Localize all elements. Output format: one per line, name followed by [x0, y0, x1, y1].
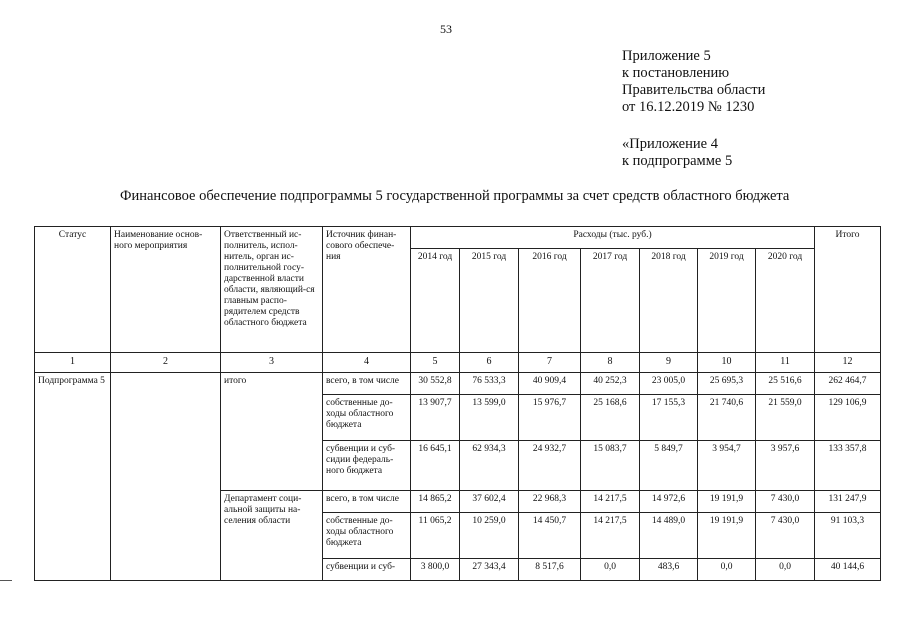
- value-cell: 0,0: [756, 559, 815, 581]
- table-row: [35, 373, 881, 395]
- value-cell: 483,6: [640, 559, 698, 581]
- header-year: 2016 год: [519, 249, 581, 353]
- column-index: 5: [411, 353, 460, 373]
- value-cell: 14 489,0: [640, 513, 698, 559]
- value-cell: 25 516,6: [756, 373, 815, 395]
- value-cell: 21 559,0: [756, 395, 815, 441]
- appendix-reference: [622, 48, 765, 116]
- value-cell: 11 065,2: [411, 513, 460, 559]
- source-cell: всего, в том числе: [323, 373, 411, 395]
- column-index-row: [35, 353, 881, 373]
- header-status: Статус: [35, 227, 111, 353]
- value-cell: 14 865,2: [411, 491, 460, 513]
- value-cell: 25 168,6: [581, 395, 640, 441]
- source-cell: субвенции и суб-сидии федераль-ного бюджета: [323, 441, 411, 491]
- column-index: 8: [581, 353, 640, 373]
- header-name: Наименование основ-ного мероприятия: [111, 227, 221, 353]
- value-cell: 16 645,1: [411, 441, 460, 491]
- value-cell: 0,0: [698, 559, 756, 581]
- header-expenses: Расходы (тыс. руб.): [411, 227, 815, 249]
- header-year: 2019 год: [698, 249, 756, 353]
- value-cell: 62 934,3: [460, 441, 519, 491]
- value-cell: 13 599,0: [460, 395, 519, 441]
- value-cell: 14 217,5: [581, 513, 640, 559]
- total-cell: 91 103,3: [815, 513, 881, 559]
- column-index: 7: [519, 353, 581, 373]
- executor-cell: итого: [221, 373, 323, 491]
- appendix-line: Правительства области: [622, 82, 766, 98]
- value-cell: 37 602,4: [460, 491, 519, 513]
- appendix-line: «Приложение 4: [622, 136, 718, 152]
- margin-mark: [0, 580, 12, 581]
- column-index: 1: [35, 353, 111, 373]
- value-cell: 23 005,0: [640, 373, 698, 395]
- value-cell: 14 972,6: [640, 491, 698, 513]
- column-index: 4: [323, 353, 411, 373]
- header-year: 2017 год: [581, 249, 640, 353]
- header-year: 2020 год: [756, 249, 815, 353]
- source-cell: собственные до-ходы областного бюджета: [323, 395, 411, 441]
- value-cell: 10 259,0: [460, 513, 519, 559]
- column-index: 12: [815, 353, 881, 373]
- activity-name-cell: [111, 373, 221, 581]
- value-cell: 7 430,0: [756, 513, 815, 559]
- status-cell: Подпрограмма 5: [35, 373, 111, 581]
- value-cell: 21 740,6: [698, 395, 756, 441]
- value-cell: 5 849,7: [640, 441, 698, 491]
- source-cell: субвенции и суб-: [323, 559, 411, 581]
- document-title: Финансовое обеспечение подпрограммы 5 государственной программы за счет средств областного бюджета: [120, 188, 790, 204]
- value-cell: 3 957,6: [756, 441, 815, 491]
- value-cell: 40 909,4: [519, 373, 581, 395]
- value-cell: 13 907,7: [411, 395, 460, 441]
- page-number: 53: [440, 22, 452, 36]
- column-index: 3: [221, 353, 323, 373]
- header-executor: Ответственный ис-полнитель, испол-нитель, орган ис-полнительной госу-дарственной власти области, являющий-ся главным распо-рядителем средств областного бюджета: [221, 227, 323, 353]
- value-cell: 76 533,3: [460, 373, 519, 395]
- column-index: 10: [698, 353, 756, 373]
- value-cell: 3 954,7: [698, 441, 756, 491]
- total-cell: 129 106,9: [815, 395, 881, 441]
- header-source: Источник финан-сового обеспече-ния: [323, 227, 411, 353]
- column-index: 11: [756, 353, 815, 373]
- appendix-line: к постановлению: [622, 65, 730, 81]
- header-year: 2014 год: [411, 249, 460, 353]
- total-cell: 131 247,9: [815, 491, 881, 513]
- appendix-subprogram-reference: [622, 136, 732, 170]
- value-cell: 19 191,9: [698, 491, 756, 513]
- value-cell: 7 430,0: [756, 491, 815, 513]
- value-cell: 24 932,7: [519, 441, 581, 491]
- value-cell: 15 083,7: [581, 441, 640, 491]
- source-cell: собственные до-ходы областного бюджета: [323, 513, 411, 559]
- value-cell: 22 968,3: [519, 491, 581, 513]
- header-year: 2015 год: [460, 249, 519, 353]
- header-total: Итого: [815, 227, 881, 353]
- value-cell: 14 450,7: [519, 513, 581, 559]
- value-cell: 27 343,4: [460, 559, 519, 581]
- source-cell: всего, в том числе: [323, 491, 411, 513]
- column-index: 6: [460, 353, 519, 373]
- value-cell: 3 800,0: [411, 559, 460, 581]
- value-cell: 25 695,3: [698, 373, 756, 395]
- total-cell: 40 144,6: [815, 559, 881, 581]
- executor-cell: Департамент соци-альной защиты на-селения области: [221, 491, 323, 581]
- value-cell: 19 191,9: [698, 513, 756, 559]
- value-cell: 15 976,7: [519, 395, 581, 441]
- header-year: 2018 год: [640, 249, 698, 353]
- financing-table: [34, 226, 881, 581]
- value-cell: 17 155,3: [640, 395, 698, 441]
- total-cell: 133 357,8: [815, 441, 881, 491]
- appendix-line: Приложение 5: [622, 48, 711, 64]
- appendix-line: от 16.12.2019 № 1230: [622, 99, 755, 115]
- value-cell: 40 252,3: [581, 373, 640, 395]
- appendix-line: к подпрограмме 5: [622, 153, 733, 169]
- value-cell: 0,0: [581, 559, 640, 581]
- column-index: 9: [640, 353, 698, 373]
- column-index: 2: [111, 353, 221, 373]
- value-cell: 30 552,8: [411, 373, 460, 395]
- value-cell: 14 217,5: [581, 491, 640, 513]
- total-cell: 262 464,7: [815, 373, 881, 395]
- value-cell: 8 517,6: [519, 559, 581, 581]
